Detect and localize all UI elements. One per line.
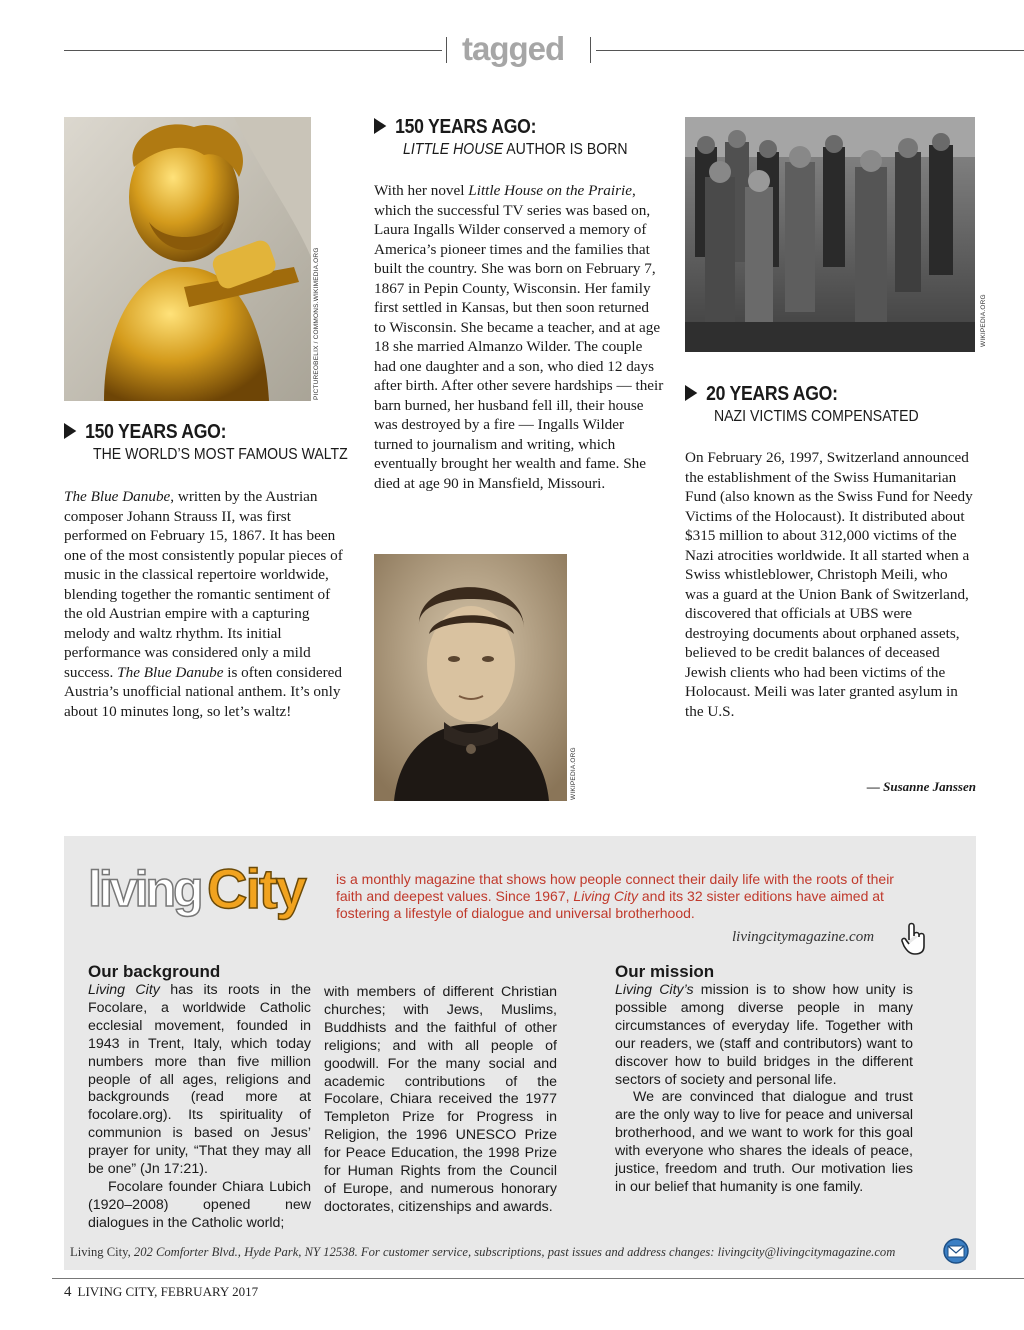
waltz-body [64, 487, 346, 721]
mission-italic: Living City’s [615, 982, 694, 998]
nazi-heading: 20 YEARS AGO: [706, 383, 838, 405]
mission-text-1: mission is to show how unity is possible among diverse people in many circumstances of everyday life. Together with our readers, we (staff and contributors) want to discover how to build bridges in the different sectors of society and personal life. [615, 982, 914, 1088]
nazi-heading-block [685, 383, 947, 426]
waltz-heading-block [64, 421, 383, 464]
header-rule-right [596, 50, 1024, 51]
background-col-1 [88, 982, 311, 1232]
intro-text-2: and its 32 sister editions have aimed at fostering a lifestyle of dialogue and universal brotherhood. [336, 888, 884, 921]
strauss-image-credit: PICTUREOBELIX / COMMONS.WIKIMEDIA.ORG [313, 247, 320, 400]
address-text: 202 Comforter Blvd., Hyde Park, NY 12538. For customer service, subscriptions, past issues and address changes: livingcity@livingcitymagazine.com [133, 1245, 896, 1259]
waltz-body-text-2: is often considered Austria’s unofficial national anthem. It’s only about 10 minutes long, so let’s waltz! [64, 663, 342, 720]
article-author: — Susanne Janssen [866, 779, 976, 794]
wilder-body [374, 181, 664, 493]
nazi-body [685, 448, 975, 721]
wilder-heading: 150 YEARS AGO: [395, 116, 537, 138]
mission-body [615, 982, 913, 1197]
holocaust-survivors-image [685, 117, 975, 352]
header-tick-left [446, 37, 447, 63]
waltz-title-italic: The Blue Danube [64, 488, 171, 505]
header-tick-right [590, 37, 591, 63]
background-heading: Our background [88, 962, 221, 981]
waltz-body-text-1: , written by the Austrian composer Johann Strauss II, was first performed on February 15, 1867. It has been one of the most consistently popular pieces of music in the classical repertoire worldwide, blending together the romantic sentiment of the old Austrian empire with a capturing melody and waltz rhythm. Its initial performance was considered only a mild success. [64, 488, 343, 681]
header-rule-left [64, 50, 442, 51]
nazi-subheading: NAZI VICTIMS COMPENSATED [714, 408, 919, 425]
logo-city-text: City [207, 857, 305, 920]
wilder-heading-block [374, 116, 658, 159]
section-title: tagged [462, 30, 565, 67]
background-text-2-part-a: Focolare founder Chiara Lubich (1920–2008) opened new dialogues in the Catholic world; [88, 1178, 311, 1231]
intro-italic: Living City [573, 888, 638, 904]
wilder-image-credit: WIKIPEDIA.ORG [570, 747, 577, 800]
issue-label: LIVING CITY, FEBRUARY 2017 [77, 1284, 259, 1299]
background-text-2-part-b: with members of different Christian churches; with Jews, Muslims, Buddhists and the faithful of other religions; and with all people of goodwill. For the many social and academic contributions of the Focolare, Chiara received the 1977 Templeton Prize for Progress in Religion, the 1996 UNESCO Prize for Peace Education, the 1998 Prize for Human Rights from the Council of Europe, and numerous honorary doctorates, citizenships and awards. [324, 984, 557, 1215]
footer-rule [52, 1278, 1024, 1279]
waltz-subheading: THE WORLD’S MOST FAMOUS WALTZ [93, 446, 348, 463]
wilder-title-italic: Little House on the Prairie [468, 182, 632, 199]
nazi-body-text: On February 26, 1997, Switzerland announced the establishment of the Swiss Humanitarian Fund (also known as the Swiss Fund for Needy Victims of the Holocaust). It distributed about $315 million to about 312,000 victims of the Nazi atrocities worldwide. It all started when a Swiss whistleblower, Christoph Meili, who was a guard at the Union Bank of Switzerland, discovered that officials at UBS were destroying documents about orphaned assets, believed to be credit balances of deceased Jewish clients who had been victims of the Holocaust. Meili was later granted asylum in the U.S. [685, 449, 973, 720]
background-col-2 [324, 984, 557, 1217]
email-icon[interactable] [942, 1238, 970, 1264]
address-name: Living City, [70, 1245, 134, 1259]
website-link[interactable]: livingcitymagazine.com [732, 929, 875, 945]
logo-living-text: living [88, 861, 201, 917]
magazine-intro [336, 871, 916, 922]
wilder-body-text-0: With her novel [374, 182, 469, 199]
mission-text-2: We are convinced that dialogue and trust are the only way to live for peace and universal brotherhood, and we want to work for this goal with everyone who shares the ideals of peace, justice, freedom and truth. Our motivation lies in our belief that humanity is one family. [615, 1089, 913, 1195]
pointing-hand-icon [900, 922, 928, 956]
wilder-subheading-italic: LITTLE HOUSE [403, 141, 504, 158]
mission-heading: Our mission [615, 962, 715, 981]
background-italic: Living City [88, 982, 160, 998]
holocaust-image-credit: WIKIPEDIA.ORG [980, 294, 987, 347]
background-text-1: has its roots in the Focolare, a worldwide Catholic ecclesial movement, founded in 1943 in Trent, Italy, which today numbers more than five million people of all ages, religions and backgrounds (read more at focolare.org). Its spirituality of communion is based on Jesus’ prayer for unity, “That they may all be one” (Jn 17:21). [88, 982, 311, 1178]
triangle-bullet-icon [685, 385, 697, 401]
wilder-body-text-1: , which the successful TV series was based on, Laura Ingalls Wilder conserved a memory of America’s pioneer times and the families that built the country. She was born on February 7, 1867 in Pepin County, Wisconsin. Her family first settled in Kansas, but then soon returned to Wisconsin. She became a teacher, and at age 18 she married Almanzo Wilder. The couple had one daughter and a son, who died 12 days after birth. After other severe hardships — their barn burned, her husband fell ill, their house was destroyed by a fire — Ingalls Wilder turned to journalism and writing, which eventually brought her wealth and fame. She died at age 90 in Mansfield, Missouri. [374, 182, 664, 492]
waltz-heading: 150 YEARS AGO: [85, 421, 227, 443]
strauss-statue-image [64, 117, 311, 401]
intro-text-1: is a monthly magazine that shows how people connect their daily life with the roots of their faith and deepest values. Since 1967, [336, 871, 894, 904]
page-number: 4 [64, 1284, 72, 1300]
wilder-subheading-rest: AUTHOR IS BORN [503, 141, 628, 158]
contact-address [70, 1245, 895, 1260]
triangle-bullet-icon [64, 423, 76, 439]
triangle-bullet-icon [374, 118, 386, 134]
wilder-portrait-image [374, 554, 567, 801]
page-footer [64, 1284, 258, 1301]
waltz-title-italic-2: The Blue Danube [117, 663, 224, 681]
